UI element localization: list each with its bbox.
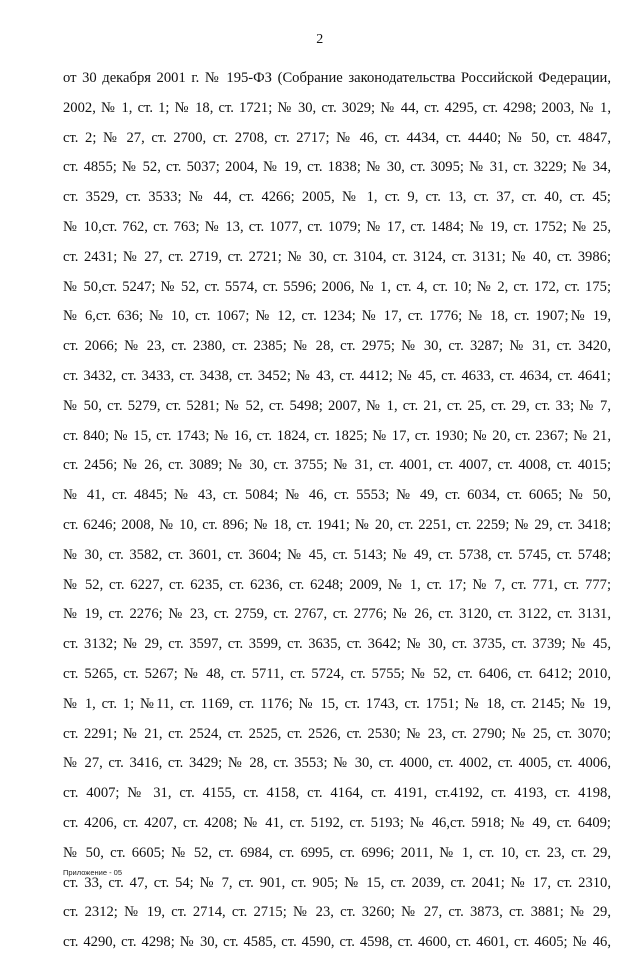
text-line: № 52, ст. 6227, ст. 6235, ст. 6236, ст. 6248; 2009, № 1, ст. 17; № 7, ст. 771, ст. 777; <box>63 576 611 593</box>
text-line: ст. 2291; № 21, ст. 2524, ст. 2525, ст. 2526, ст. 2530; № 23, ст. 2790; № 25, ст. 3070; <box>63 725 611 742</box>
text-line: ст. 2312; № 19, ст. 2714, ст. 2715; № 23, ст. 3260; № 27, ст. 3873, ст. 3881; № 29, <box>63 904 611 921</box>
text-line: № 27, ст. 3416, ст. 3429; № 28, ст. 3553; № 30, ст. 4000, ст. 4002, ст. 4005, ст. 4006, <box>63 755 611 772</box>
text-line: ст. 2066; № 23, ст. 2380, ст. 2385; № 28, ст. 2975; № 30, ст. 3287; № 31, ст. 3420, <box>63 338 611 355</box>
text-line: ст. 33, ст. 47, ст. 54; № 7, ст. 901, ст. 905; № 15, ст. 2039, ст. 2041; № 17, ст. 2310, <box>63 874 611 891</box>
text-line: № 50,ст. 5247; № 52, ст. 5574, ст. 5596; 2006, № 1, ст. 4, ст. 10; № 2, ст. 172, ст. 175; <box>63 278 611 295</box>
document-body <box>63 64 611 958</box>
text-line: № 1, ст. 1; №11, ст. 1169, ст. 1176; № 15, ст. 1743, ст. 1751; № 18, ст. 2145; № 19, <box>63 695 611 712</box>
text-line: ст. 4206, ст. 4207, ст. 4208; № 41, ст. 5192, ст. 5193; № 46,ст. 5918; № 49, ст. 6409; <box>63 814 611 831</box>
text-line: ст. 4855; № 52, ст. 5037; 2004, № 19, ст. 1838; № 30, ст. 3095; № 31, ст. 3229; № 34, <box>63 159 611 176</box>
text-line: ст. 2431; № 27, ст. 2719, ст. 2721; № 30, ст. 3104, ст. 3124, ст. 3131; № 40, ст. 3986; <box>63 248 611 265</box>
text-line: ст. 2; № 27, ст. 2700, ст. 2708, ст. 2717; № 46, ст. 4434, ст. 4440; № 50, ст. 4847, <box>63 129 611 146</box>
text-line: ст. 3529, ст. 3533; № 44, ст. 4266; 2005, № 1, ст. 9, ст. 13, ст. 37, ст. 40, ст. 45; <box>63 189 611 206</box>
text-line: № 41, ст. 4845; № 43, ст. 5084; № 46, ст. 5553; № 49, ст. 6034, ст. 6065; № 50, <box>63 487 611 504</box>
text-line: № 19, ст. 2276; № 23, ст. 2759, ст. 2767, ст. 2776; № 26, ст. 3120, ст. 3122, ст. 3131, <box>63 606 611 623</box>
text-line: ст. 6246; 2008, № 10, ст. 896; № 18, ст. 1941; № 20, ст. 2251, ст. 2259; № 29, ст. 3418; <box>63 516 611 533</box>
text-line: ст. 3432, ст. 3433, ст. 3438, ст. 3452; № 43, ст. 4412; № 45, ст. 4633, ст. 4634, ст. 4641; <box>63 367 611 384</box>
page-number: 2 <box>316 32 324 47</box>
text-line: ст. 5265, ст. 5267; № 48, ст. 5711, ст. 5724, ст. 5755; № 52, ст. 6406, ст. 6412; 2010, <box>63 665 611 682</box>
text-line: ст. 2456; № 26, ст. 3089; № 30, ст. 3755; № 31, ст. 4001, ст. 4007, ст. 4008, ст. 4015; <box>63 457 611 474</box>
text-line: ст. 4290, ст. 4298; № 30, ст. 4585, ст. 4590, ст. 4598, ст. 4600, ст. 4601, ст. 4605; № 46, <box>63 934 611 951</box>
text-line: № 50, ст. 5279, ст. 5281; № 52, ст. 5498; 2007, № 1, ст. 21, ст. 25, ст. 29, ст. 33; № 7, <box>63 397 611 414</box>
text-line: от 30 декабря 2001 г. № 195-ФЗ (Собрание законодательства Российской Федерации, <box>63 70 611 86</box>
text-line: 2002, № 1, ст. 1; № 18, ст. 1721; № 30, ст. 3029; № 44, ст. 4295, ст. 4298; 2003, № 1, <box>63 99 611 116</box>
text-line: ст. 3132; № 29, ст. 3597, ст. 3599, ст. 3635, ст. 3642; № 30, ст. 3735, ст. 3739; № 45, <box>63 636 611 653</box>
text-line: ст. 4007; № 31, ст. 4155, ст. 4158, ст. 4164, ст. 4191, ст.4192, ст. 4193, ст. 4198, <box>63 785 611 802</box>
text-line: ст. 840; № 15, ст. 1743; № 16, ст. 1824, ст. 1825; № 17, ст. 1930; № 20, ст. 2367; № 21, <box>63 427 611 444</box>
footer-label: Приложение - 05 <box>63 868 122 877</box>
text-line: № 30, ст. 3582, ст. 3601, ст. 3604; № 45, ст. 5143; № 49, ст. 5738, ст. 5745, ст. 5748; <box>63 546 611 563</box>
text-line: № 10,ст. 762, ст. 763; № 13, ст. 1077, ст. 1079; № 17, ст. 1484; № 19, ст. 1752; № 25, <box>63 218 611 235</box>
text-line: № 50, ст. 6605; № 52, ст. 6984, ст. 6995, ст. 6996; 2011, № 1, ст. 10, ст. 23, ст. 29, <box>63 844 611 861</box>
text-line: № 6,ст. 636; № 10, ст. 1067; № 12, ст. 1234; № 17, ст. 1776; № 18, ст. 1907;№ 19, <box>63 308 611 325</box>
